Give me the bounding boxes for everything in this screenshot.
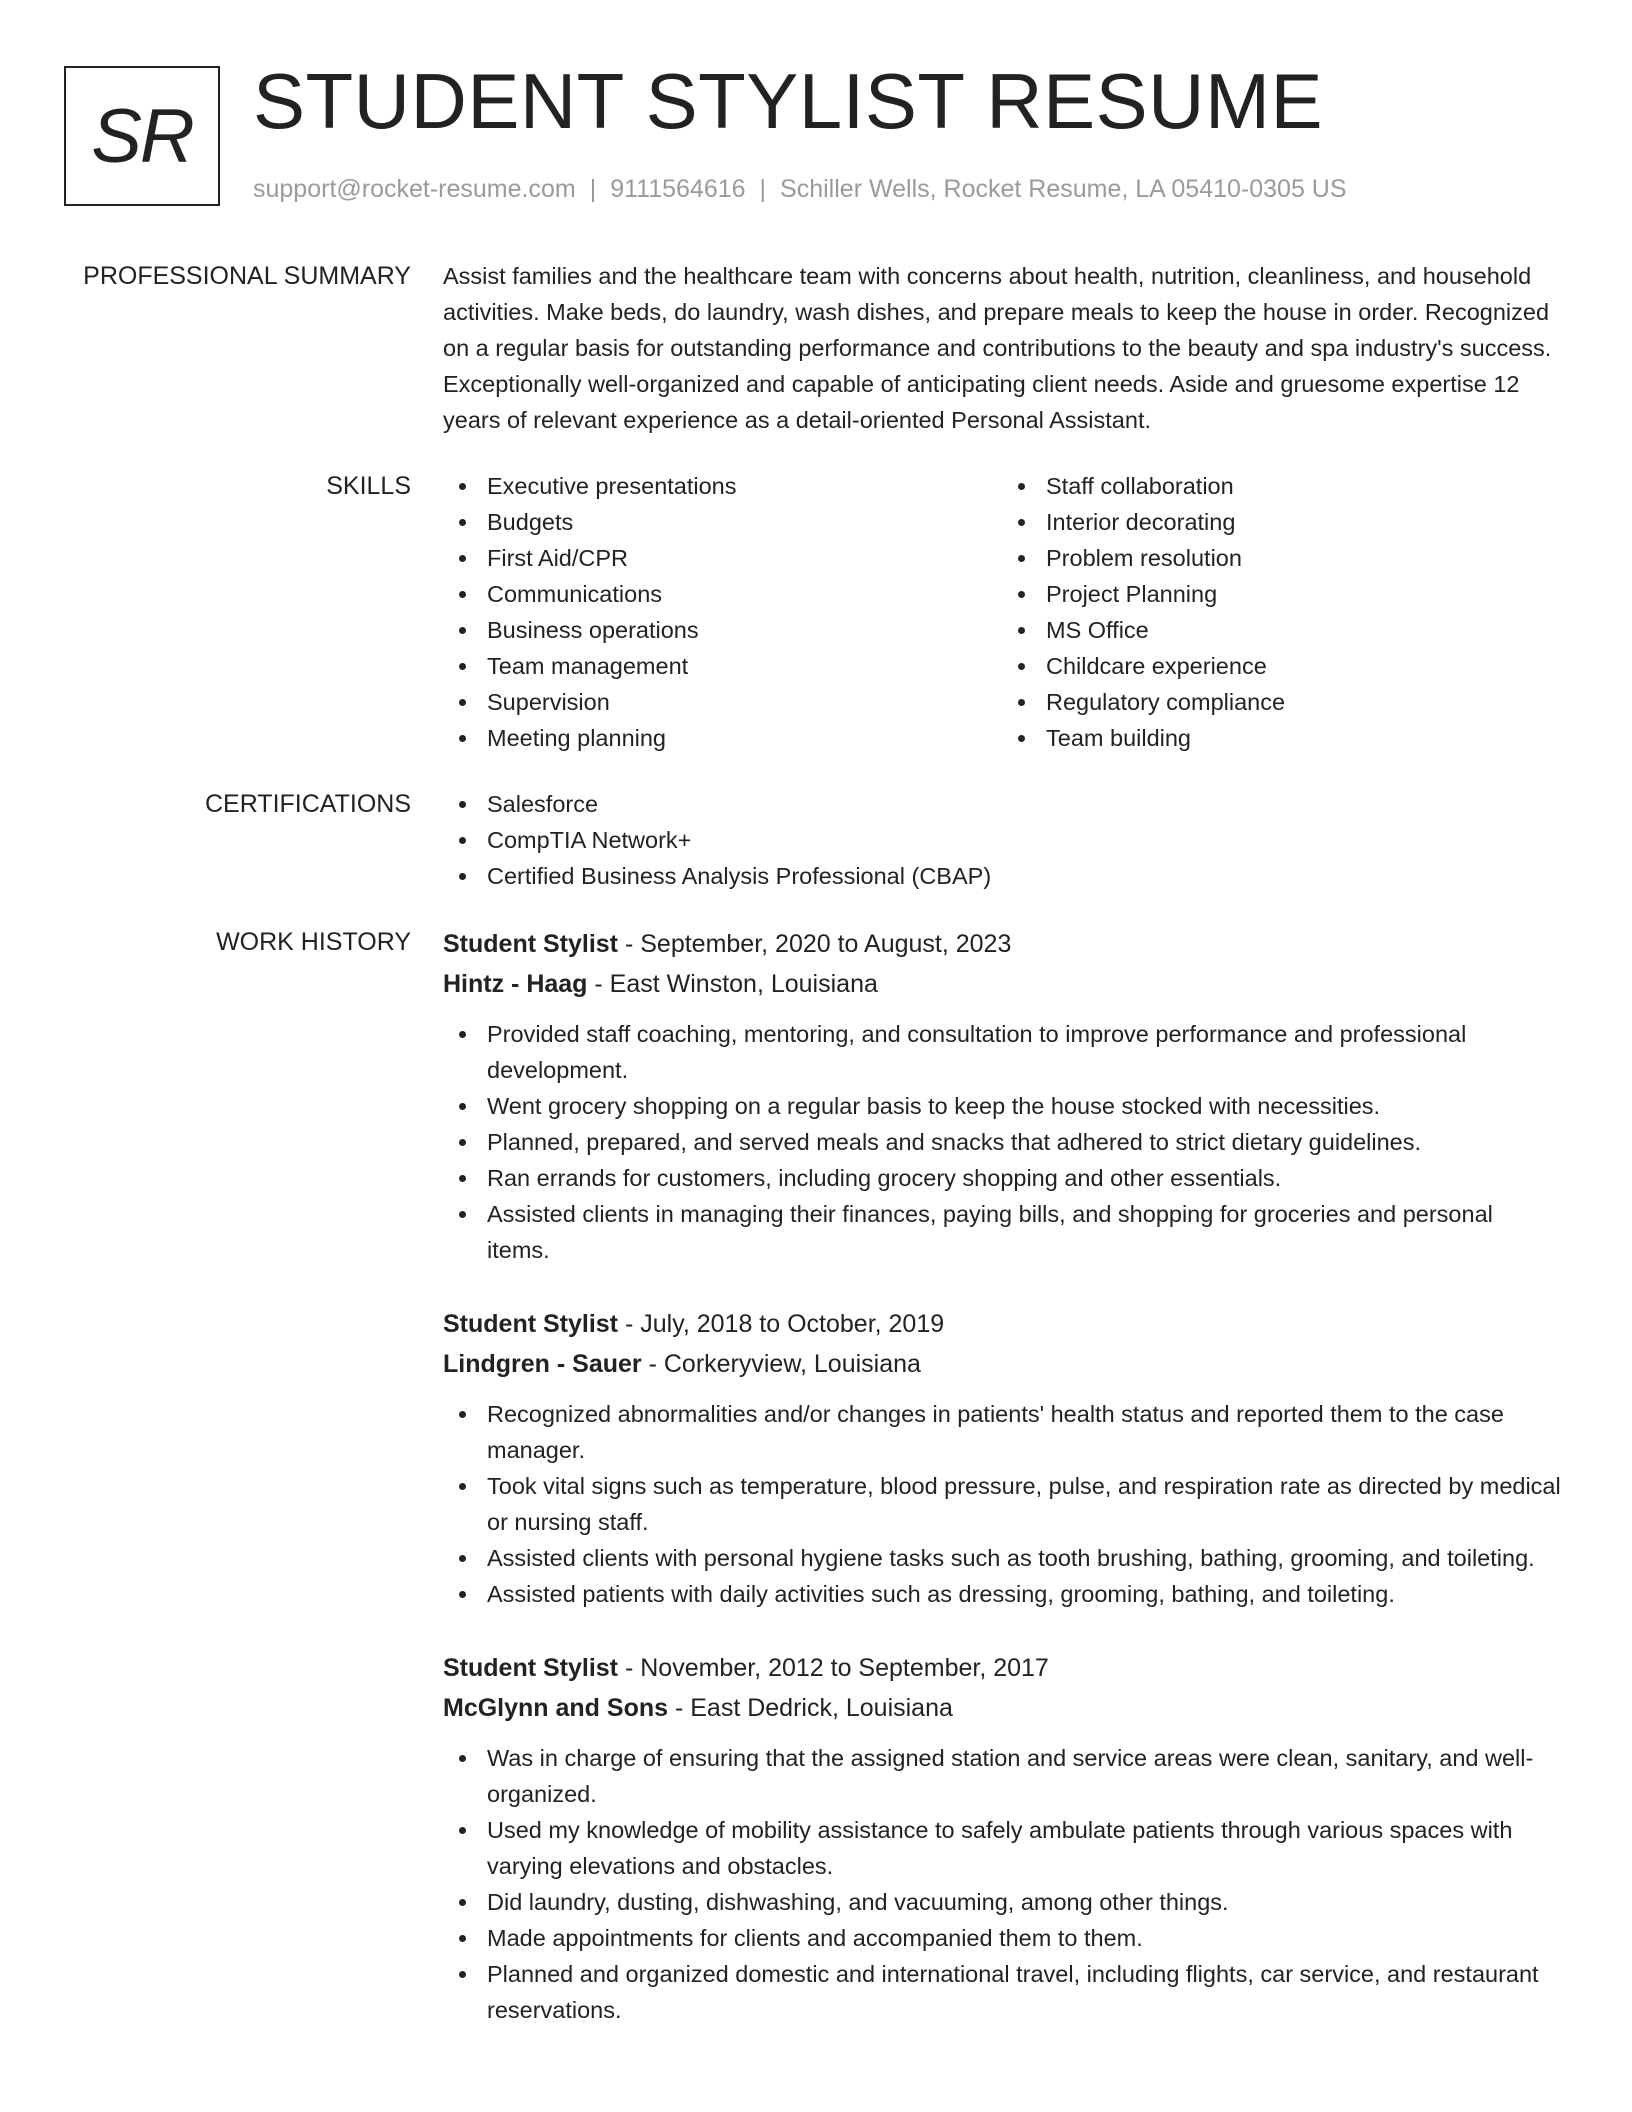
contact-email[interactable]: support@rocket-resume.com xyxy=(253,175,576,203)
job-bullet: Went grocery shopping on a regular basis to keep the house stocked with necessities. xyxy=(487,1088,1561,1124)
certification-item: Certified Business Analysis Professional (CBAP) xyxy=(487,858,1561,894)
resume-sections xyxy=(0,258,1632,2094)
skill-item: Interior decorating xyxy=(1046,504,1561,540)
skill-item: Business operations xyxy=(487,612,1002,648)
job-company: Hintz - Haag xyxy=(443,970,588,998)
section-label-work-history: WORK HISTORY xyxy=(216,928,411,956)
job-bullets xyxy=(443,1016,1561,1268)
skill-item: Problem resolution xyxy=(1046,540,1561,576)
dash: - xyxy=(587,970,610,998)
job-bullet: Did laundry, dusting, dishwashing, and vacuuming, among other things. xyxy=(487,1884,1561,1920)
contact-separator: | xyxy=(759,175,767,203)
certifications-body xyxy=(443,786,1561,894)
job-bullet: Made appointments for clients and accompanied them to them. xyxy=(487,1920,1561,1956)
job-location: East Dedrick, Louisiana xyxy=(690,1694,953,1722)
job-entry xyxy=(443,1648,1561,2028)
job-bullet: Assisted patients with daily activities such as dressing, grooming, bathing, and toileting. xyxy=(487,1576,1561,1612)
summary-text: Assist families and the healthcare team with concerns about health, nutrition, cleanliness, and household activities. Make beds, do laundry, wash dishes, and prepare meals to keep the house in order. Recognized on a regular basis for outstanding performance and contributions to the beauty and spa industry's success. Exceptionally well-organized and capable of anticipating client needs. Aside and gruesome expertise 12 years of relevant experience as a detail-oriented Personal Assistant. xyxy=(443,263,1552,433)
job-title: Student Stylist xyxy=(443,1654,619,1682)
job-entry xyxy=(443,1304,1561,1612)
job-company-line xyxy=(443,1688,1561,1728)
job-bullet: Planned and organized domestic and international travel, including flights, car service, and restaurant reservations. xyxy=(487,1956,1561,2028)
certification-item: Salesforce xyxy=(487,786,1561,822)
skill-item: Project Planning xyxy=(1046,576,1561,612)
skills-grid xyxy=(443,468,1561,756)
job-title: Student Stylist xyxy=(443,930,619,958)
job-bullet: Provided staff coaching, mentoring, and consultation to improve performance and professional development. xyxy=(487,1016,1561,1088)
section-label-summary: PROFESSIONAL SUMMARY xyxy=(83,262,411,290)
certification-item: CompTIA Network+ xyxy=(487,822,1561,858)
section-label-certifications: CERTIFICATIONS xyxy=(204,790,411,818)
section-skills xyxy=(0,468,1632,756)
certifications-list xyxy=(443,786,1561,894)
job-dates: November, 2012 to September, 2017 xyxy=(640,1654,1049,1682)
job-entry xyxy=(443,924,1561,1268)
contact-address: Schiller Wells, Rocket Resume, LA 05410-0305 US xyxy=(780,175,1347,203)
job-company-line xyxy=(443,964,1561,1004)
dash: - xyxy=(641,1350,664,1378)
skills-list-left xyxy=(443,468,1002,756)
job-company-line xyxy=(443,1344,1561,1384)
job-bullet: Recognized abnormalities and/or changes in patients' health status and reported them to the case manager. xyxy=(487,1396,1561,1468)
job-bullets xyxy=(443,1740,1561,2028)
section-work-history xyxy=(0,924,1632,2064)
skill-item: Regulatory compliance xyxy=(1046,684,1561,720)
contact-phone[interactable]: 9111564616 xyxy=(610,175,746,203)
dash: - xyxy=(618,1654,641,1682)
skills-body xyxy=(443,468,1561,756)
skill-item: Supervision xyxy=(487,684,1002,720)
job-title-line xyxy=(443,924,1561,964)
job-dates: September, 2020 to August, 2023 xyxy=(640,930,1012,958)
job-company: Lindgren - Sauer xyxy=(443,1350,642,1378)
skill-item: Budgets xyxy=(487,504,1002,540)
skill-item: Meeting planning xyxy=(487,720,1002,756)
job-bullet: Ran errands for customers, including grocery shopping and other essentials. xyxy=(487,1160,1561,1196)
job-bullet: Assisted clients with personal hygiene tasks such as tooth brushing, bathing, grooming, and toileting. xyxy=(487,1540,1561,1576)
job-bullet: Planned, prepared, and served meals and snacks that adhered to strict dietary guidelines. xyxy=(487,1124,1561,1160)
skill-item: Childcare experience xyxy=(1046,648,1561,684)
contact-line xyxy=(253,174,1347,204)
job-dates: July, 2018 to October, 2019 xyxy=(640,1310,945,1338)
skill-item: MS Office xyxy=(1046,612,1561,648)
resume-title: STUDENT STYLIST RESUME xyxy=(253,57,1323,145)
summary-body xyxy=(443,258,1561,438)
dash: - xyxy=(618,1310,641,1338)
skill-item: First Aid/CPR xyxy=(487,540,1002,576)
contact-separator: | xyxy=(589,175,597,203)
section-summary xyxy=(0,258,1632,438)
skill-item: Executive presentations xyxy=(487,468,1002,504)
job-bullet: Assisted clients in managing their finances, paying bills, and shopping for groceries and personal items. xyxy=(487,1196,1561,1268)
section-label-skills: SKILLS xyxy=(326,472,411,500)
skill-item: Team building xyxy=(1046,720,1561,756)
skills-list-right xyxy=(1002,468,1561,756)
dash: - xyxy=(668,1694,691,1722)
skill-item: Team management xyxy=(487,648,1002,684)
job-location: East Winston, Louisiana xyxy=(609,970,878,998)
skill-item: Communications xyxy=(487,576,1002,612)
job-bullet: Was in charge of ensuring that the assigned station and service areas were clean, sanitary, and well-organized. xyxy=(487,1740,1561,1812)
job-bullets xyxy=(443,1396,1561,1612)
skill-item: Staff collaboration xyxy=(1046,468,1561,504)
job-location: Corkeryview, Louisiana xyxy=(663,1350,921,1378)
work-history-body xyxy=(443,924,1561,2064)
job-title: Student Stylist xyxy=(443,1310,619,1338)
job-company: McGlynn and Sons xyxy=(443,1694,669,1722)
job-bullet: Took vital signs such as temperature, blood pressure, pulse, and respiration rate as directed by medical or nursing staff. xyxy=(487,1468,1561,1540)
section-certifications xyxy=(0,786,1632,894)
job-title-line xyxy=(443,1648,1561,1688)
monogram: SR xyxy=(64,66,220,206)
job-bullet: Used my knowledge of mobility assistance to safely ambulate patients through various spaces with varying elevations and obstacles. xyxy=(487,1812,1561,1884)
dash: - xyxy=(618,930,641,958)
job-title-line xyxy=(443,1304,1561,1344)
